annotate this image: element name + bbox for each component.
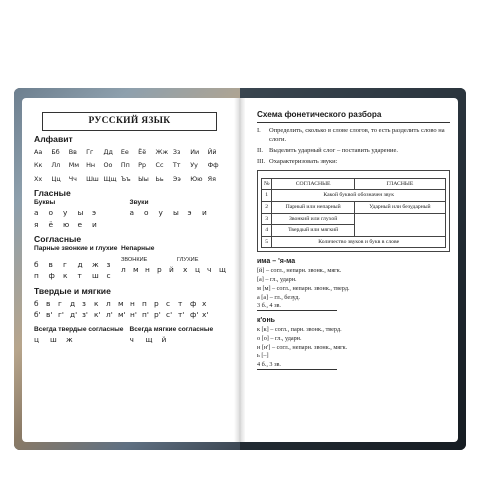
soft-consonant: в': [46, 310, 53, 320]
example-word-2-total: 4 б., 3 зв.: [257, 361, 337, 370]
soft-consonant: п': [142, 310, 149, 320]
scheme-title: Схема фонетического разбора: [257, 110, 450, 123]
alphabet-letter: Щщ: [103, 174, 117, 183]
hard-consonant: л: [106, 298, 111, 308]
vowel-letter: ю: [63, 219, 70, 229]
vowel-sound: у: [158, 208, 163, 218]
consonant-letter: й: [169, 265, 174, 275]
step-1: I. Определить, сколько в слове слогов, то есть разделить слово на слоги.: [257, 127, 445, 143]
consonant-letter: щ: [219, 265, 226, 275]
soft-consonant: к': [94, 310, 101, 320]
consonant-letter: ш: [92, 271, 99, 281]
soft-consonant: д': [70, 310, 78, 320]
always-soft-letters: [130, 336, 226, 345]
alphabet-letter: Вв: [68, 147, 77, 156]
hard-consonant: б: [34, 298, 39, 308]
vowel-letters-row2: [34, 221, 130, 230]
alphabet-letter: Жж: [155, 147, 169, 156]
consonant-letter: ф: [48, 271, 55, 281]
always-soft-letter: ч: [129, 335, 134, 345]
consonant-letter: л: [121, 265, 126, 275]
hard-consonant: ф: [190, 298, 197, 308]
table-row: 3 Звонкий или глухой: [262, 213, 446, 225]
example-word-2-analysis: к [к] – согл., парн. звонк., тверд. о [о] – гл., ударн. н [н'] – согл., непарн. звонк., мягк. ь [–] 4 б., 3 зв.: [257, 326, 348, 369]
consonant-letter: д: [77, 259, 83, 269]
vowel-sound: ы: [173, 208, 179, 218]
alphabet-letter: Ии: [190, 147, 200, 156]
voiced-label: ЗВОНКИЕ: [121, 256, 148, 263]
hard-consonant: з: [82, 298, 86, 308]
analysis-table: [261, 178, 446, 248]
table-row: 2 Парный или непарный Ударный или безударный: [262, 202, 446, 214]
vowel-letter: и: [92, 219, 97, 229]
alphabet-letter: Тт: [172, 161, 181, 170]
consonant-letter: г: [63, 259, 67, 269]
alphabet-letter: Нн: [86, 161, 96, 170]
paired-voiced: [34, 261, 121, 270]
hard-consonant: н: [130, 298, 135, 308]
alphabet-letter: Мм: [68, 161, 80, 170]
table-header-num: №: [262, 178, 272, 190]
table-header-vowels: ГЛАСНЫЕ: [354, 178, 445, 190]
always-hard-letter: ш: [50, 335, 57, 345]
example-word-2: к'онь: [257, 317, 275, 324]
hard-consonant: х: [202, 298, 207, 308]
table-row: 4 Твердый или мягкий: [262, 225, 446, 237]
alphabet-letter: Йй: [207, 147, 217, 156]
alphabet-letter: Лл: [51, 161, 61, 170]
always-soft-letter: щ: [145, 335, 153, 345]
always-section: [34, 326, 225, 345]
sounds-label: Звуки: [129, 198, 149, 206]
vowel-letter: я: [34, 219, 39, 229]
alphabet-letter: Юю: [190, 174, 203, 183]
alphabet-heading: Алфавит: [34, 133, 73, 144]
hard-consonant: р: [154, 298, 159, 308]
alphabet-letter: Ыы: [138, 174, 149, 183]
alphabet-letter: Сс: [155, 161, 164, 170]
vowel-sound: и: [202, 208, 207, 218]
vowels-section: [34, 199, 225, 230]
consonant-letter: т: [77, 271, 82, 281]
always-soft-letter: й: [161, 335, 167, 345]
hard-consonant: г: [58, 298, 62, 308]
letters-label: Буквы: [34, 198, 56, 206]
unpaired-voiced: [121, 266, 183, 275]
alphabet-letter: Бб: [51, 147, 60, 156]
vowel-sound: а: [129, 208, 135, 218]
consonant-letter: ч: [207, 265, 212, 275]
vowel-sound: э: [187, 208, 192, 218]
soft-consonant: с': [166, 310, 173, 320]
alphabet-letter: Ъъ: [120, 174, 131, 183]
alphabet-letter: Ёё: [138, 147, 147, 156]
alphabet-letter: Зз: [172, 147, 181, 156]
soft-consonant: г': [58, 310, 64, 320]
alphabet-letter: Ее: [120, 147, 129, 156]
table-row: 1 Какой буквой обозначен звук: [262, 190, 446, 202]
consonants-heading: Согласные: [34, 234, 82, 245]
voiceless-label: ГЛУХИЕ: [177, 256, 199, 263]
step-2: II. Выделить ударный слог – поставить ударение.: [257, 146, 399, 154]
consonant-letter: н: [145, 265, 150, 275]
soft-consonant: ф': [190, 310, 199, 320]
soft-consonant: л': [106, 310, 113, 320]
vowel-letter: у: [63, 208, 68, 218]
unpaired-label: Непарные: [121, 245, 155, 253]
soft-consonant: х': [202, 310, 209, 320]
vowels-heading: Гласные: [34, 187, 71, 198]
alphabet-letter: Хх: [34, 174, 43, 183]
always-hard-letters: [34, 336, 130, 345]
alphabet-letter: Чч: [68, 174, 77, 183]
soft-consonants-row: [34, 311, 225, 320]
alphabet-grid: [34, 149, 225, 183]
example-word-1-analysis: [й] – согл., непарн. звонк., мягк. [а] – гл., ударн. м [м] – согл., непарн. звонк., тверд. а [а] – гл., безуд. 3 б., 4 зв.: [257, 267, 350, 310]
alphabet-letter: Фф: [207, 161, 219, 170]
soft-consonant: р': [154, 310, 161, 320]
paired-voiceless: [34, 272, 121, 281]
alphabet-letter: Ьь: [155, 174, 164, 183]
hard-consonant: к: [94, 298, 99, 308]
consonant-letter: х: [183, 265, 188, 275]
consonant-letter: ж: [92, 259, 99, 269]
alphabet-letter: Цц: [51, 174, 61, 183]
alphabet-letter: Гг: [86, 147, 94, 156]
step-3: III. Охарактеризовать звуки:: [257, 157, 338, 165]
consonant-letter: п: [34, 271, 39, 281]
always-hard-letter: ж: [66, 335, 73, 345]
vowel-sounds: [130, 209, 226, 218]
vowel-letter: э: [92, 208, 97, 218]
hard-consonant: т: [178, 298, 183, 308]
page-title: РУССКИЙ ЯЗЫК: [42, 112, 217, 131]
alphabet-letter: Рр: [138, 161, 147, 170]
soft-consonant: б': [34, 310, 41, 320]
right-page: [245, 98, 458, 442]
steps-list: [257, 127, 450, 166]
left-page: [22, 98, 235, 442]
vowel-letter: ы: [77, 208, 84, 218]
always-soft-label: Всегда мягкие согласные: [129, 325, 214, 333]
hard-soft-heading: Твердые и мягкие: [34, 285, 111, 296]
consonant-letter: в: [48, 259, 53, 269]
table-header-consonants: СОГЛАСНЫЕ: [272, 178, 354, 190]
vowel-letter: ё: [48, 219, 54, 229]
soft-consonant: з': [82, 310, 88, 320]
soft-consonant: н': [130, 310, 137, 320]
always-hard-letter: ц: [34, 335, 40, 345]
alphabet-letter: Ээ: [172, 174, 181, 183]
example-word-1-total: 3 б., 4 зв.: [257, 302, 337, 311]
consonant-letter: ц: [195, 265, 201, 275]
consonant-letter: б: [34, 259, 39, 269]
consonant-letter: к: [63, 271, 68, 281]
alphabet-letter: Пп: [120, 161, 130, 170]
hard-consonants-row: [34, 300, 225, 309]
vowel-letter: е: [77, 219, 83, 229]
alphabet-letter: Оо: [103, 161, 113, 170]
soft-consonant: м': [118, 310, 126, 320]
hard-consonant: с: [166, 298, 171, 308]
hard-consonant: п: [142, 298, 147, 308]
unpaired-voiceless: [183, 266, 231, 275]
paired-label: Парные звонкие и глухие: [34, 245, 118, 253]
vowel-letter: а: [34, 208, 39, 218]
hard-consonant: м: [118, 298, 124, 308]
table-row: 5 Количество звуков и букв в слове: [262, 236, 446, 248]
alphabet-letter: Кк: [34, 161, 43, 170]
vowel-letters-row1: [34, 209, 130, 218]
example-word-1: има – 'я-ма: [257, 258, 296, 266]
hard-consonant: д: [70, 298, 76, 308]
consonants-section: [34, 245, 225, 281]
alphabet-letter: Дд: [103, 147, 113, 156]
always-hard-label: Всегда твердые согласные: [34, 325, 124, 333]
alphabet-letter: Уу: [190, 161, 198, 170]
alphabet-letter: Аа: [34, 147, 43, 156]
soft-consonant: т': [178, 310, 185, 320]
consonant-letter: р: [157, 265, 162, 275]
hard-consonant: в: [46, 298, 51, 308]
analysis-table-frame: [257, 170, 450, 252]
vowel-sound: о: [144, 208, 149, 218]
consonant-letter: з: [106, 259, 111, 269]
vowel-letter: о: [48, 208, 54, 218]
alphabet-letter: Яя: [207, 174, 216, 183]
consonant-letter: с: [106, 271, 111, 281]
consonant-letter: м: [133, 265, 139, 275]
alphabet-letter: Шш: [86, 174, 99, 183]
